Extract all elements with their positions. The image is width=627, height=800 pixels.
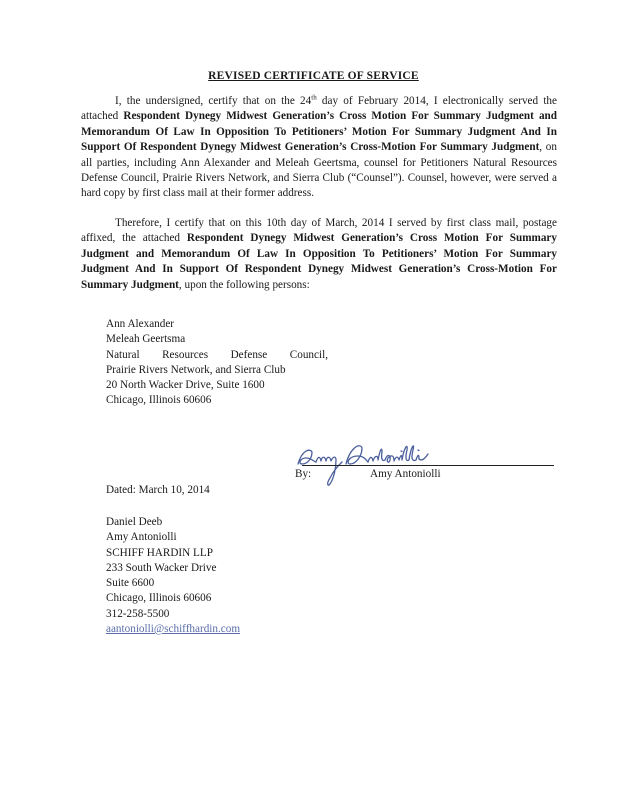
p2-document-name: Respondent Dynegy Midwest Generation’s Cross Motion For Summary Judgment and Memorandum Of Law In Opposition To Petitioners’ Motion For Summary Judgment And In Support Of Respondent Dynegy Midwest Generation’s Cross-Motion For Summary Judgment: [81, 232, 557, 291]
recipient-line: Natural Resources Defense Council,: [106, 348, 328, 361]
firm-phone: 312-258-5500: [106, 607, 170, 620]
recipient-line: 20 North Wacker Drive, Suite 1600: [106, 379, 265, 392]
p1-text-b: day of February 2014, I electronically served the attached: [81, 95, 557, 123]
firm-name: SCHIFF HARDIN LLP: [106, 546, 213, 559]
p2-text-a: Therefore, I certify that on this 10th day of March, 2014 I served by first class mail, postage affixed, the attached: [81, 217, 557, 245]
recipient-line: Prairie Rivers Network, and Sierra Club: [106, 363, 286, 376]
sender-name: Amy Antoniolli: [106, 531, 177, 544]
p1-ordinal-suffix: th: [311, 93, 317, 102]
paragraph-electronic-service: [81, 94, 557, 202]
p1-text-c: , on all parties, including Ann Alexander and Meleah Geertsma, counsel for Petitioners Natural Resources Defense Council, Prairie Rivers Network, and Sierra Club (“Counsel”). Counsel, however, were served a hard copy by first class mail at their former address.: [81, 141, 557, 200]
p2-text-b: , upon the following persons:: [178, 278, 310, 291]
paragraph-mail-service: [81, 216, 557, 293]
document-title: REVISED CERTIFICATE OF SERVICE: [208, 70, 419, 82]
signature-line: [302, 465, 554, 466]
p1-document-name: Respondent Dynegy Midwest Generation’s Cross Motion For Summary Judgment and Memorandum Of Law In Opposition To Petitioners’ Motion For Summary Judgment And In Support Of Respondent Dynegy Midwest Generation’s Cross-Motion For Summary Judgment: [81, 110, 557, 154]
email-link[interactable]: aantoniolli@schiffhardin.com: [106, 623, 241, 636]
recipient-address: [106, 317, 328, 409]
recipient-line: Ann Alexander: [106, 318, 175, 330]
date-line: Dated: March 10, 2014: [106, 484, 210, 496]
sender-name: Daniel Deeb: [106, 516, 163, 528]
recipient-line: Meleah Geertsma: [106, 333, 186, 346]
signatory-name: Amy Antoniolli: [370, 468, 441, 480]
handwritten-signature: [290, 440, 480, 488]
firm-city: Chicago, Illinois 60606: [106, 592, 212, 605]
p1-text-a: I, the undersigned, certify that on the 24: [115, 95, 312, 107]
firm-street: 233 South Wacker Drive: [106, 561, 217, 574]
by-label: By:: [295, 468, 312, 480]
recipient-line: Chicago, Illinois 60606: [106, 394, 212, 407]
firm-suite: Suite 6600: [106, 577, 155, 590]
signature-block: [290, 440, 560, 490]
sender-block: [106, 515, 240, 637]
